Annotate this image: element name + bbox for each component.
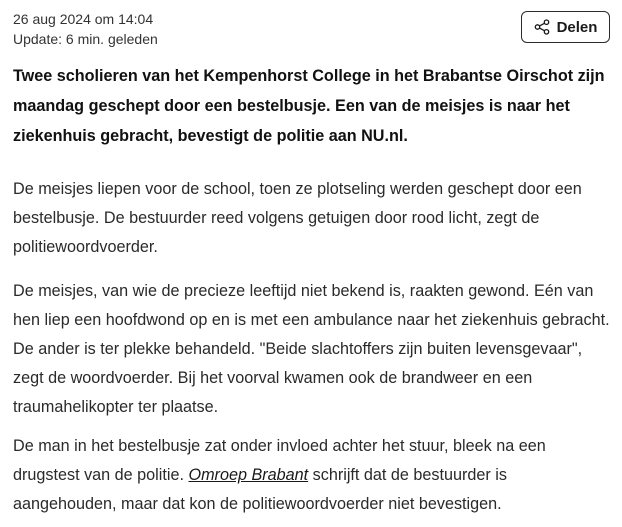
publish-date: 26 aug 2024 om 14:04 — [13, 11, 154, 27]
article-paragraph — [13, 432, 611, 519]
update-time: Update: 6 min. geleden — [13, 31, 158, 47]
share-button[interactable] — [521, 11, 610, 43]
share-icon — [534, 19, 550, 35]
paragraph-text: schrijft dat de bestuurder is aangehouden, maar dat kon de politiewoordvoerder niet bevestigen. — [13, 466, 507, 513]
article-paragraph: De meisjes, van wie de precieze leeftijd niet bekend is, raakten gewond. Eén van hen liep een hoofdwond op en is met een ambulance naar het ziekenhuis gebracht. De ander is ter plekke behandeld. "Beide slachtoffers zijn buiten levensgevaar", zegt de woordvoerder. Bij het voorval kwamen ook de brandweer en een traumahelikopter ter plaatse. — [13, 282, 610, 416]
article-intro: Twee scholieren van het Kempenhorst College in het Brabantse Oirschot zijn maandag geschept door een bestelbusje. Een van de meisjes is naar het ziekenhuis gebracht, bevestigt de politie aan NU.nl. — [13, 67, 605, 145]
paragraph-text: De man in het bestelbusje zat onder invloed achter het stuur, bleek na een drugstest van de politie. — [13, 437, 546, 484]
article-meta — [13, 9, 158, 49]
omroep-brabant-link[interactable]: Omroep Brabant — [188, 466, 309, 484]
share-button-label: Delen — [556, 18, 598, 36]
article-paragraph: De meisjes liepen voor de school, toen ze plotseling werden geschept door een bestelbusje. De bestuurder reed volgens getuigen door rood licht, zegt de politiewoordvoerder. — [13, 180, 582, 256]
